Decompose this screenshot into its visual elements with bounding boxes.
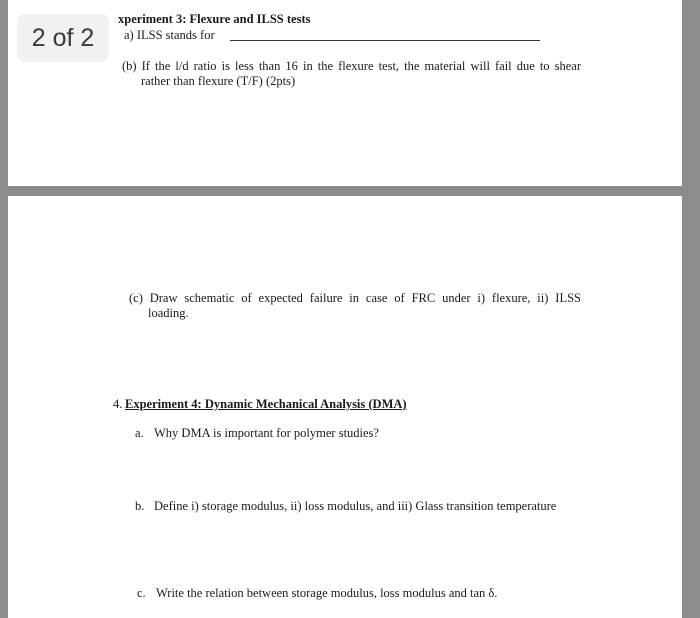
experiment4-question-b-label: b. xyxy=(135,499,145,513)
experiment3-question-b-line2: rather than flexure (T/F) (2pts) xyxy=(141,74,296,88)
experiment4-question-c: Write the relation between storage modulus, loss modulus and tan δ. xyxy=(156,586,498,600)
experiment4-question-c-label: c. xyxy=(137,586,146,600)
experiment3-question-b-line1: (b) If the l/d ratio is less than 16 in the flexure test, the material will fail due to shear xyxy=(122,59,581,73)
experiment4-heading: Experiment 4: Dynamic Mechanical Analysis (DMA) xyxy=(125,397,407,411)
experiment3-heading: xperiment 3: Flexure and ILSS tests xyxy=(118,12,311,26)
experiment4-question-b: Define i) storage modulus, ii) loss modulus, and iii) Glass transition temperature xyxy=(154,499,557,513)
experiment3-question-a: a) ILSS stands for xyxy=(124,28,215,42)
experiment4-question-a-label: a. xyxy=(135,426,144,440)
experiment3-question-c-line1: (c) Draw schematic of expected failure in case of FRC under i) flexure, ii) ILSS xyxy=(129,291,581,305)
experiment3-question-c-line2: loading. xyxy=(148,306,189,320)
page-counter-badge: 2 of 2 xyxy=(17,14,109,62)
experiment4-question-a: Why DMA is important for polymer studies? xyxy=(154,426,379,440)
document-page-top xyxy=(8,0,682,186)
answer-blank-line xyxy=(230,40,540,41)
experiment4-number: 4. xyxy=(113,397,123,411)
